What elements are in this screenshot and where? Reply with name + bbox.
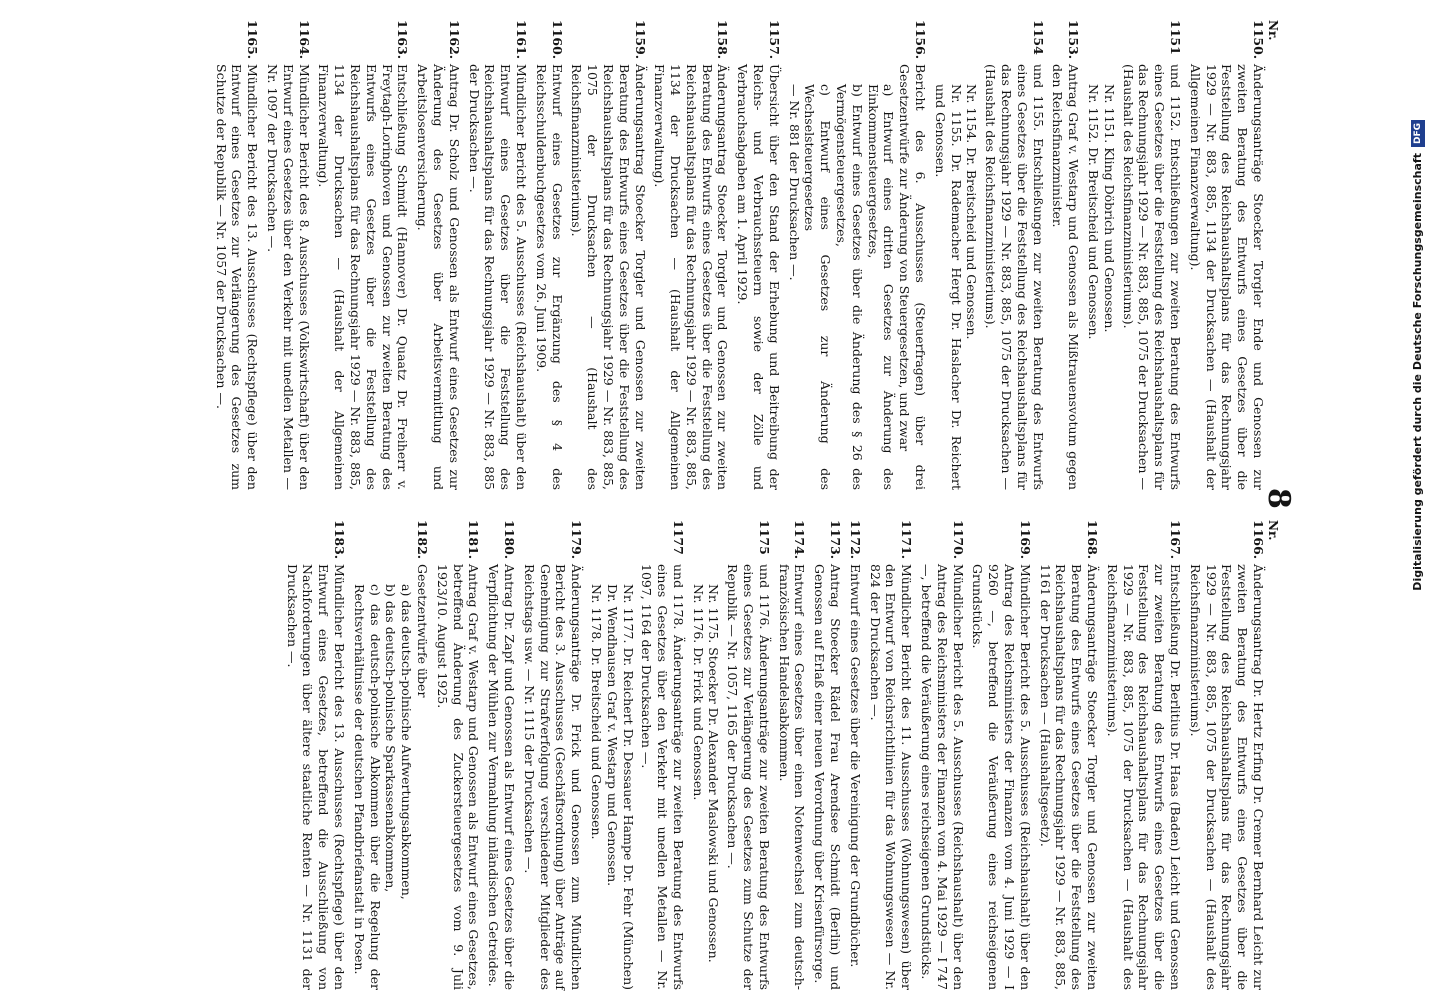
entry-number: 1158. <box>715 20 731 60</box>
entry-body <box>264 64 311 490</box>
entry-sponsors <box>932 64 979 490</box>
entry-body <box>867 564 914 990</box>
entry-text: Mündlicher Bericht des 13. Ausschusses (Rechtspflege) über den Entwurf eines Gesetzes zur Verlängerung des Gesetzes zum Schutze der Republik — Nr. 1057 der Drucksachen —. <box>213 64 261 490</box>
entry-body <box>690 564 772 990</box>
document-entry <box>867 520 914 990</box>
sponsor-line: Nr. 1178. Dr. Breitscheid und Genossen. <box>588 584 604 840</box>
entry-text: Änderungsanträge Dr. Frick und Genossen zum Mündlichen Bericht des 3. Ausschusses (Geschäftsordnung) über Anträge auf Genehmigung zur Strafverfolgung verschiedener Mitglieder des Reichstags usw. — Nr. 1115 der Drucksachen —. <box>521 564 585 990</box>
entry-body <box>434 564 481 990</box>
dfg-logo-icon: DFG <box>1411 120 1425 147</box>
entry-text: und 1152. Entschließungen zur zweiten Beratung des Entwurfs eines Gesetzes über die Feststellung des Reichshaushaltsplans für das Rechnungsjahr 1929 — Nr. 883, 885, 1075 der Drucksachen — (Haushalt des Reichsfinanzministeriums). <box>1120 64 1184 490</box>
entry-text: Antrag Graf v. Westarp und Genossen als Mißtrauensvotum gegen den Reichsfinanzminister. <box>1050 64 1082 490</box>
entry-body <box>588 564 686 990</box>
entry-body <box>533 64 565 490</box>
entry-body <box>970 564 1033 990</box>
sponsor-line: Nr. 1176. Dr. Frick und Genossen. <box>690 584 706 801</box>
document-entry <box>918 520 965 990</box>
entry-text: Mündlicher Bericht des 5. Ausschusses (Reichshaushalt) über den Antrag des Reichsministers der Finanzen vom 4. Juni 1929 — I 9260 —, betreffend die Veräußerung eines reichseigenen Grundstücks. <box>970 564 1033 990</box>
document-entry <box>847 520 863 990</box>
entry-body <box>811 564 843 990</box>
entry-body <box>1050 64 1082 490</box>
entry-body <box>847 564 863 990</box>
document-entry <box>521 520 584 990</box>
document-entry <box>1050 20 1082 490</box>
entry-number: 1169. <box>1017 520 1033 560</box>
document-entry <box>652 20 731 490</box>
entry-number: 1161. <box>513 20 529 60</box>
entry-body <box>1187 64 1266 490</box>
document-entry <box>485 520 517 990</box>
entry-subitem: b) Entwurf eines Gesetzes über die Änderung des § 26 des Vermögensteuergesetzes, <box>834 84 865 490</box>
entry-number: 1181. <box>466 520 482 560</box>
entry-text: und 1155. Entschließungen zur zweiten Beratung des Entwurfs eines Gesetzes über die Feststellung des Reichshaushaltsplans für das Rechnungsjahr 1929 — Nr. 883, 885, 1075 der Drucksachen — (Haushalt des Reichsfinanzministeriums). <box>983 64 1046 490</box>
entry-body <box>918 564 965 990</box>
entry-number: 1171. <box>899 520 915 560</box>
left-column <box>209 20 1266 490</box>
entry-sponsors <box>588 564 635 990</box>
entry-number: 1174. <box>792 520 808 560</box>
document-entry <box>1104 520 1183 990</box>
entry-text: Antrag Graf v. Westarp und Genossen als Entwurf eines Gesetzes, betreffend Änderung des Zuckersteuergesetzes vom 9. Juli 1923/10. August 1925. <box>434 564 482 990</box>
entry-body <box>351 564 430 990</box>
entry-number: 1157. <box>766 20 782 60</box>
document-entry <box>284 520 347 990</box>
entry-body <box>1104 564 1183 990</box>
entry-body <box>284 564 347 990</box>
entry-number: 1160. <box>549 20 565 60</box>
left-column-nr-label: Nr. <box>1266 20 1280 41</box>
entry-number: 1159. <box>632 20 648 60</box>
document-entry <box>533 20 565 490</box>
document-entry <box>434 520 481 990</box>
entry-text: Entwurf eines Gesetzes zur Ergänzung des § 4 des Reichsschuldenbuchgesetzes vom 26. Juni 1909. <box>533 64 565 490</box>
entry-number: 1170. <box>950 520 966 560</box>
entry-body <box>316 64 411 490</box>
document-entry <box>351 520 430 990</box>
entry-text: und 1178. Änderungsanträge zur zweiten Beratung des Entwurfs eines Gesetzes über den Verkehr mit unedlen Metallen — Nr. 1097, 1164 der Drucksachen —. <box>639 564 686 990</box>
entry-body <box>932 64 1046 490</box>
document-entry <box>786 20 928 490</box>
entry-text: Mündlicher Bericht des 11. Ausschusses (Wohnungswesen) über den Entwurf von Reichsrichtlinien für das Wohnungswesen — Nr. 824 der Drucksachen —. <box>867 564 915 990</box>
entry-number: 1179. <box>569 520 585 560</box>
document-entry <box>264 20 311 490</box>
sponsor-line: Nr. 1152. Dr. Breitscheid und Genossen. <box>1086 84 1102 340</box>
entry-text: und 1176. Änderungsanträge zur zweiten Beratung des Entwurfs eines Gesetzes zur Verlängerung des Gesetzes zum Schutze der Republik — Nr. 1057, 1165 der Drucksachen —. <box>725 564 772 990</box>
entry-sublist <box>786 64 897 490</box>
entry-text: Mündlicher Bericht des 13. Ausschusses (Rechtspflege) über den Entwurf eines Gesetzes, betreffend die Ausschließung von Nachforderungen über ältere staatliche Renten — Nr. 1131 der Drucksachen —. <box>284 564 347 990</box>
document-entry <box>735 20 782 490</box>
entry-body <box>1037 564 1100 990</box>
digitization-credit <box>1408 120 1428 990</box>
entry-number: 1173. <box>828 520 844 560</box>
entry-text: Mündlicher Bericht des 5. Ausschusses (Reichshaushalt) über den Antrag des Reichsministers der Finanzen vom 4. Mai 1929 — I 747 —, betreffend die Veräußerung eines reichseigenen Grundstücks. <box>919 564 966 990</box>
entry-body <box>213 64 260 490</box>
entry-body <box>776 564 808 990</box>
entry-text: Entwurf eines Gesetzes über einen Notenwechsel zum deutsch-französischen Handelsabkommen. <box>776 564 808 990</box>
document-entry <box>588 520 686 990</box>
entry-number: 1182. <box>414 520 430 560</box>
entry-sponsors <box>690 564 722 990</box>
document-entry <box>932 20 1046 490</box>
entry-number: 1172. <box>847 520 863 560</box>
entry-subitem: b) das deutsch-polnische Sparkassenabkommen, <box>383 584 399 893</box>
entry-body <box>1085 64 1183 490</box>
entry-number: 1165. <box>245 20 261 60</box>
sponsor-line: Nr. 1175. Stoecker Dr. Alexander Maslowski und Genossen. <box>706 584 722 963</box>
entry-number: 1156. <box>913 20 929 60</box>
entry-body <box>569 64 648 490</box>
sponsor-line: Nr. 1151. Kling Döbrich und Genossen. <box>1101 84 1117 333</box>
entry-number: 1151 <box>1168 20 1184 55</box>
entry-body <box>414 64 461 490</box>
page-number: 8 <box>1261 488 1296 511</box>
entry-body <box>466 64 529 490</box>
entry-subitem: a) das deutsch-polnische Aufwertungsabkommen, <box>399 584 415 900</box>
right-column <box>280 520 1266 990</box>
entry-number: 1162. <box>446 20 462 60</box>
entry-number: 1164. <box>296 20 312 60</box>
entry-subitem: c) Entwurf eines Gesetzes zur Änderung des Wechselsteuergesetzes <box>802 84 834 490</box>
entry-text: Antrag Dr. Scholz und Genossen als Entwurf eines Gesetzes zur Änderung des Gesetzes über Arbeitsvermittlung und Arbeitslosenversicherung. <box>415 64 462 490</box>
entry-text: Entschließung Schmidt (Hannover) Dr. Quaatz Dr. Freiherr v. Freytagh-Loringhoven und Genossen zur zweiten Beratung des Entwurfs eines Gesetzes über die Feststellung des Reichshaushaltsplans für das Rechnungsjahr 1929 — Nr. 883, 885, 1134 der Drucksachen — (Haushalt der Allgemeinen Finanzverwaltung). <box>316 64 411 490</box>
entry-text: Entschließung Dr. Berlitius Dr. Haas (Baden) Leicht und Genossen zur zweiten Beratung des Entwurfs eines Gesetzes über die Feststellung des Reichshaushaltsplans für das Rechnungsjahr 1929 — Nr. 883, 885, 1075 der Drucksachen — (Haushalt des Reichsfinanzministeriums). <box>1104 564 1184 990</box>
entry-text: Antrag Dr. Zapf und Genossen als Entwurf eines Gesetzes über die Verpflichtung der Mühlen zur Vermahlung inländischen Getreides. <box>486 564 517 990</box>
entry-number: 1180. <box>501 520 517 560</box>
entry-text: Änderungsantrag Stoecker Torgler und Genossen zur zweiten Beratung des Entwurfs eines Gesetzes über die Feststellung des Reichshaushaltsplans für das Rechnungsjahr 1929 — Nr. 883, 885, 1134 der Drucksachen — (Haushalt der Allgemeinen Finanzverwaltung). <box>652 64 731 490</box>
entry-text: Übersicht über den Stand der Erhebung und Beitreibung der Reichs- und Verbrauchssteuern sowie der Zölle und Verbrauchsabgaben am 1. April 1929. <box>735 64 782 490</box>
sponsor-line: Nr. 1154. Dr. Breitscheid und Genossen. <box>964 84 980 340</box>
entry-number: 1175 <box>756 520 772 555</box>
document-entry <box>690 520 772 990</box>
entry-number: 1166. <box>1251 520 1266 560</box>
entry-text: Mündlicher Bericht des 8. Ausschusses (Volkswirtschaft) über den Entwurf eines Gesetzes über den Verkehr mit unedlen Metallen — Nr. 1097 der Drucksachen —. <box>264 64 312 490</box>
sponsor-line: Nr. 1177. Dr. Reichert Dr. Dessauer Hampe Dr. Fehr (München) Dr. Wendhausen Graf v. Westarp und Genossen. <box>604 584 636 990</box>
entry-text: Änderungsantrag Dr. Hertz Erfing Dr. Cremer Bernhard Leicht zur zweiten Beratung des Entwurfs eines Gesetzes über die Feststellung des Reichshaushaltsplans für das Rechnungsjahr 1929 — Nr. 883, 885, 1075 der Drucksachen — (Haushalt des Reichsfinanzministeriums). <box>1187 564 1266 990</box>
right-column-nr-label: Nr. <box>1266 520 1280 541</box>
entry-text: Gesetzentwürfe über <box>414 564 430 698</box>
entry-number: 1168. <box>1085 520 1101 560</box>
entry-text: Antrag Stoecker Rädel Frau Arendsee Schmidt (Berlin) und Genossen auf Erlaß einer neuen Verordnung über Krisenfürsorge. <box>812 564 844 990</box>
document-entry <box>316 20 411 490</box>
document-entry <box>1037 520 1100 990</box>
document-entry <box>414 20 461 490</box>
entry-number: 1183. <box>331 520 347 560</box>
entry-subitem: — Nr. 881 der Drucksachen —. <box>786 84 802 281</box>
entry-text: Entwurf eines Gesetzes über die Vereinigung der Grundbücher. <box>847 564 863 968</box>
entry-text: Änderungsanträge Stoecker Torgler Ende und Genossen zur zweiten Beratung des Entwurfs eines Gesetzes über die Feststellung des Reichshaushaltsplans für das Rechnungsjahr 1929 — Nr. 883, 885, 1134 der Drucksachen — (Haushalt der Allgemeinen Finanzverwaltung). <box>1187 64 1266 490</box>
entry-number: 1177 <box>670 520 686 555</box>
entry-number: 1150. <box>1251 20 1266 60</box>
document-entry <box>213 20 260 490</box>
entry-text: Änderungsantrag Stoecker Torgler und Genossen zur zweiten Beratung des Entwurfs eines Gesetzes über die Feststellung des Reichshaushaltsplans für das Rechnungsjahr 1929 — Nr. 883, 885, 1075 der Drucksachen — (Haushalt des Reichsfinanzministeriums). <box>569 64 648 490</box>
entry-body <box>485 564 517 990</box>
entry-body <box>735 64 782 490</box>
entry-subitem: a) Entwurf eines dritten Gesetzes zur Änderung des Einkommensteuergesetzes, <box>865 84 897 490</box>
document-entry <box>1187 520 1266 990</box>
digitization-credit-text: Digitalisierung gefördert durch die Deutsche Forschungsgemeinschaft <box>1411 153 1424 591</box>
entry-body <box>521 564 584 990</box>
document-entry <box>811 520 843 990</box>
entry-body <box>786 64 928 490</box>
document-entry <box>1085 20 1183 490</box>
document-entry <box>569 20 648 490</box>
entry-body <box>1187 564 1266 990</box>
entry-number: 1154 <box>1030 20 1046 55</box>
document-entry <box>1187 20 1266 490</box>
entry-text: Bericht des 6. Ausschusses (Steuerfragen) über drei Gesetzentwürfe zur Änderung von Steuergesetzen, und zwar <box>897 64 929 490</box>
entry-subitem: c) das deutsch-polnische Abkommen über die Regelung der Rechtsverhältnisse der deutschen Pfandbriefanstalt in Posen. <box>351 584 383 990</box>
document-entry <box>970 520 1033 990</box>
entry-number: 1163. <box>395 20 411 60</box>
entry-sponsors <box>1085 64 1117 490</box>
entry-number: 1167. <box>1168 520 1184 560</box>
entry-number: 1153. <box>1066 20 1082 60</box>
entry-text: Änderungsanträge Stoecker Torgler und Genossen zur zweiten Beratung des Entwurfs eines Gesetzes über die Feststellung des Reichshaushaltsplans für das Rechnungsjahr 1929 — Nr. 883, 885, 1161 der Drucksachen — (Haushaltsgesetz). <box>1037 564 1101 990</box>
entry-text: Mündlicher Bericht des 5. Ausschusses (Reichshaushalt) über den Entwurf eines Gesetzes über die Feststellung des Reichshaushaltsplans für das Rechnungsjahr 1929 — Nr. 883, 885 der Drucksachen —. <box>466 64 529 490</box>
entry-sublist <box>351 564 414 990</box>
document-entry <box>466 20 529 490</box>
sponsor-line: Nr. 1155. Dr. Rademacher Hergt Dr. Haslacher Dr. Reichert und Genossen. <box>932 84 964 490</box>
entry-body <box>652 64 731 490</box>
document-entry <box>776 520 808 990</box>
